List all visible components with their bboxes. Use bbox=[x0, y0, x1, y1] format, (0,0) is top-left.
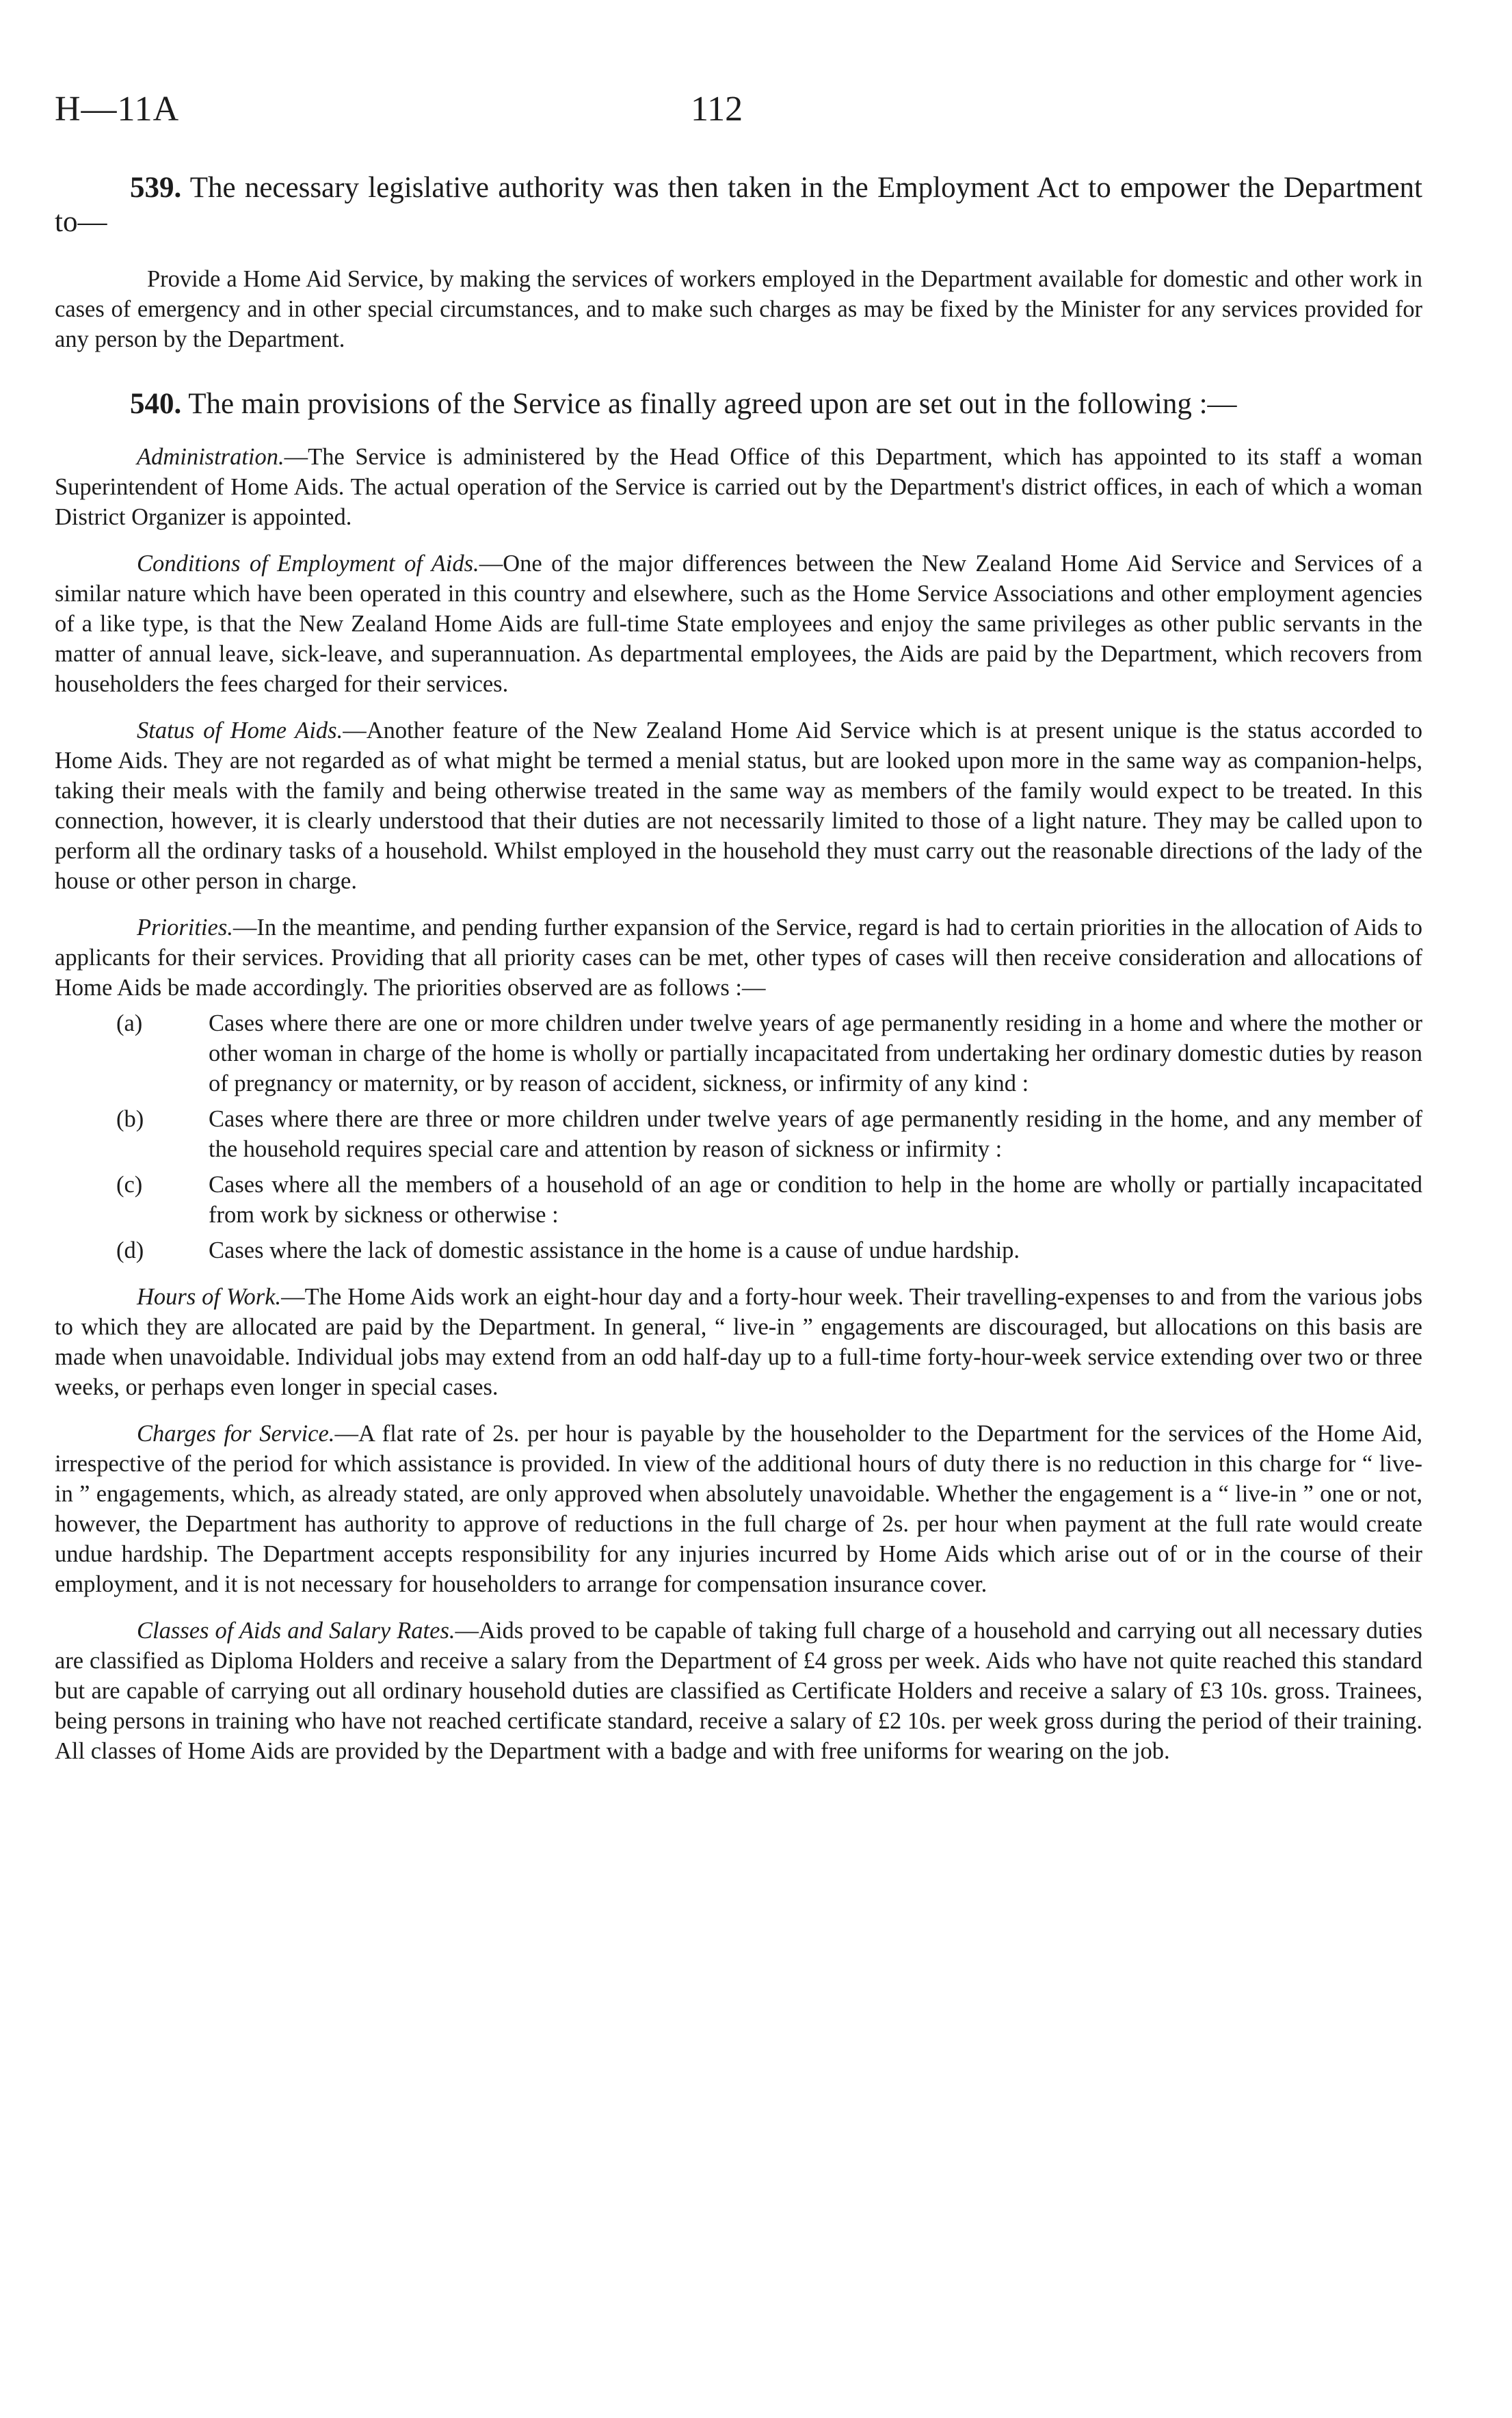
section-text: —In the meantime, and pending further expansion of the Service, regard is had to certain priorities in the allocation of Aids to applicants for their services. Providing that all priority cases can be met, other types of cases will then receive consideration and allocations of Home Aids be made accordingly. The priorities observed are as follows :— bbox=[55, 915, 1422, 1001]
item-label: (b) bbox=[116, 1106, 144, 1132]
paragraph-text: The main provisions of the Service as finally agreed upon are set out in the following :— bbox=[188, 388, 1237, 420]
section-hours-of-work bbox=[55, 1282, 1422, 1402]
section-heading: Hours of Work. bbox=[137, 1284, 282, 1310]
page-number: 112 bbox=[691, 90, 743, 129]
priority-item-b bbox=[55, 1104, 1422, 1164]
priority-item-c bbox=[55, 1170, 1422, 1230]
priority-item-a bbox=[55, 1008, 1422, 1099]
section-heading: Priorities. bbox=[137, 915, 233, 941]
section-text: —The Service is administered by the Head Office of this Department, which has appointed to its staff a woman Superintendent of Home Aids. The actual operation of the Service is carried out by the Department's district offices, in each of which a woman District Organizer is appointed. bbox=[55, 444, 1422, 530]
document-page bbox=[55, 89, 1422, 1766]
section-classes-and-salary bbox=[55, 1616, 1422, 1766]
section-heading: Administration. bbox=[137, 444, 284, 470]
section-text: —Aids proved to be capable of taking full charge of a household and carrying out all necessary duties are classified as Diploma Holders and receive a salary from the Department of £4 gross per week. Aids who have not quite reached this standard but are capable of carrying out all ordinary household duties are classified as Certificate Holders and receive a salary of £3 10s. gross. Trainees, being persons in training who have not reached certificate standard, receive a salary of £2 10s. per week gross during the period of their training. All classes of Home Aids are provided by the Department with a badge and with free uniforms for wearing on the job. bbox=[55, 1618, 1422, 1764]
section-conditions-of-employment bbox=[55, 549, 1422, 699]
section-text: —Another feature of the New Zealand Home Aid Service which is at present unique is the status accorded to Home Aids. They are not regarded as of what might be termed a menial status, but are looked upon more in the same way as companion-helps, taking their meals with the family and being otherwise treated in the same way as members of the family would expect to be treated. In this connection, however, it is clearly understood that their duties are not necessarily limited to those of a light nature. They may be called upon to perform all the ordinary tasks of a household. Whilst employed in the household they must carry out the reasonable directions of the lady of the house or other person in charge. bbox=[55, 718, 1422, 894]
paragraph-text: The necessary legislative authority was then taken in the Employment Act to empower the Department to— bbox=[55, 172, 1422, 238]
priority-item-d bbox=[55, 1235, 1422, 1265]
paragraph-540 bbox=[55, 387, 1422, 421]
item-label: (a) bbox=[116, 1010, 143, 1036]
statutory-quote: Provide a Home Aid Service, by making the services of workers employed in the Department available for domestic and other work in cases of emergency and in other special circumstances, and to make such charges as may be fixed by the Minister for any services provided for any person by the Department. bbox=[55, 266, 1422, 352]
item-text: Cases where there are three or more children under twelve years of age permanently residing in the home, and any member of the household requires special care and attention by reason of sickness or infirmity : bbox=[209, 1106, 1422, 1162]
section-heading: Status of Home Aids. bbox=[137, 718, 343, 744]
paragraph-number: 539. bbox=[130, 172, 182, 204]
document-reference: H—11A bbox=[55, 90, 180, 129]
paragraph-539 bbox=[55, 171, 1422, 239]
section-administration bbox=[55, 442, 1422, 532]
section-text: —A flat rate of 2s. per hour is payable by the householder to the Department for the services of the Home Aid, irrespective of the period for which assistance is provided. In view of the additional hours of duty there is no reduction in this charge for “ live-in ” engagements, which, as already stated, are only approved when absolutely unavoidable. Whether the engagement is a “ live-in ” one or not, however, the Department has authority to approve of reductions in the full charge of 2s. per hour when payment at the full rate would create undue hardship. The Department accepts responsibility for any injuries incurred by Home Aids which arise out of or in the course of their employment, and it is not necessary for householders to arrange for compensation insurance cover. bbox=[55, 1421, 1423, 1597]
section-charges-for-service bbox=[55, 1419, 1422, 1599]
page-header bbox=[55, 89, 1422, 144]
section-text: —The Home Aids work an eight-hour day and a forty-hour week. Their travelling-expenses to and from the various jobs to which they are allocated are paid by the Department. In general, “ live-in ” engagements are discouraged, but allocations on this basis are made when unavoidable. Individual jobs may extend from an odd half-day up to a full-time forty-hour-week service extending over two or three weeks, or perhaps even longer in special cases. bbox=[55, 1284, 1423, 1400]
item-text: Cases where all the members of a household of an age or condition to help in the home are wholly or partially incapacitated from work by sickness or otherwise : bbox=[209, 1172, 1422, 1228]
paragraph-number: 540. bbox=[130, 388, 182, 420]
section-priorities bbox=[55, 912, 1422, 1003]
section-heading: Classes of Aids and Salary Rates. bbox=[137, 1618, 455, 1644]
item-text: Cases where there are one or more children under twelve years of age permanently residing in a home and where the mother or other woman in charge of the home is wholly or partially incapacitated from undertaking her ordinary domestic duties by reason of pregnancy or maternity, or by reason of accident, sickness, or infirmity of any kind : bbox=[209, 1010, 1422, 1096]
section-heading: Charges for Service. bbox=[137, 1421, 335, 1447]
section-text: —One of the major differences between the New Zealand Home Aid Service and Services of a similar nature which have been operated in this country and elsewhere, such as the Home Service Associations and other employment agencies of a like type, is that the New Zealand Home Aids are full-time State employees and enjoy the same privileges as other public servants in the matter of annual leave, sick-leave, and superannuation. As departmental employees, the Aids are paid by the Department, which recovers from householders the fees charged for their services. bbox=[55, 551, 1422, 697]
section-status-of-home-aids bbox=[55, 715, 1422, 896]
priority-list bbox=[55, 1008, 1422, 1265]
section-heading: Conditions of Employment of Aids. bbox=[137, 551, 479, 577]
item-text: Cases where the lack of domestic assistance in the home is a cause of undue hardship. bbox=[209, 1237, 1020, 1263]
item-label: (d) bbox=[116, 1237, 144, 1263]
item-label: (c) bbox=[116, 1172, 143, 1198]
